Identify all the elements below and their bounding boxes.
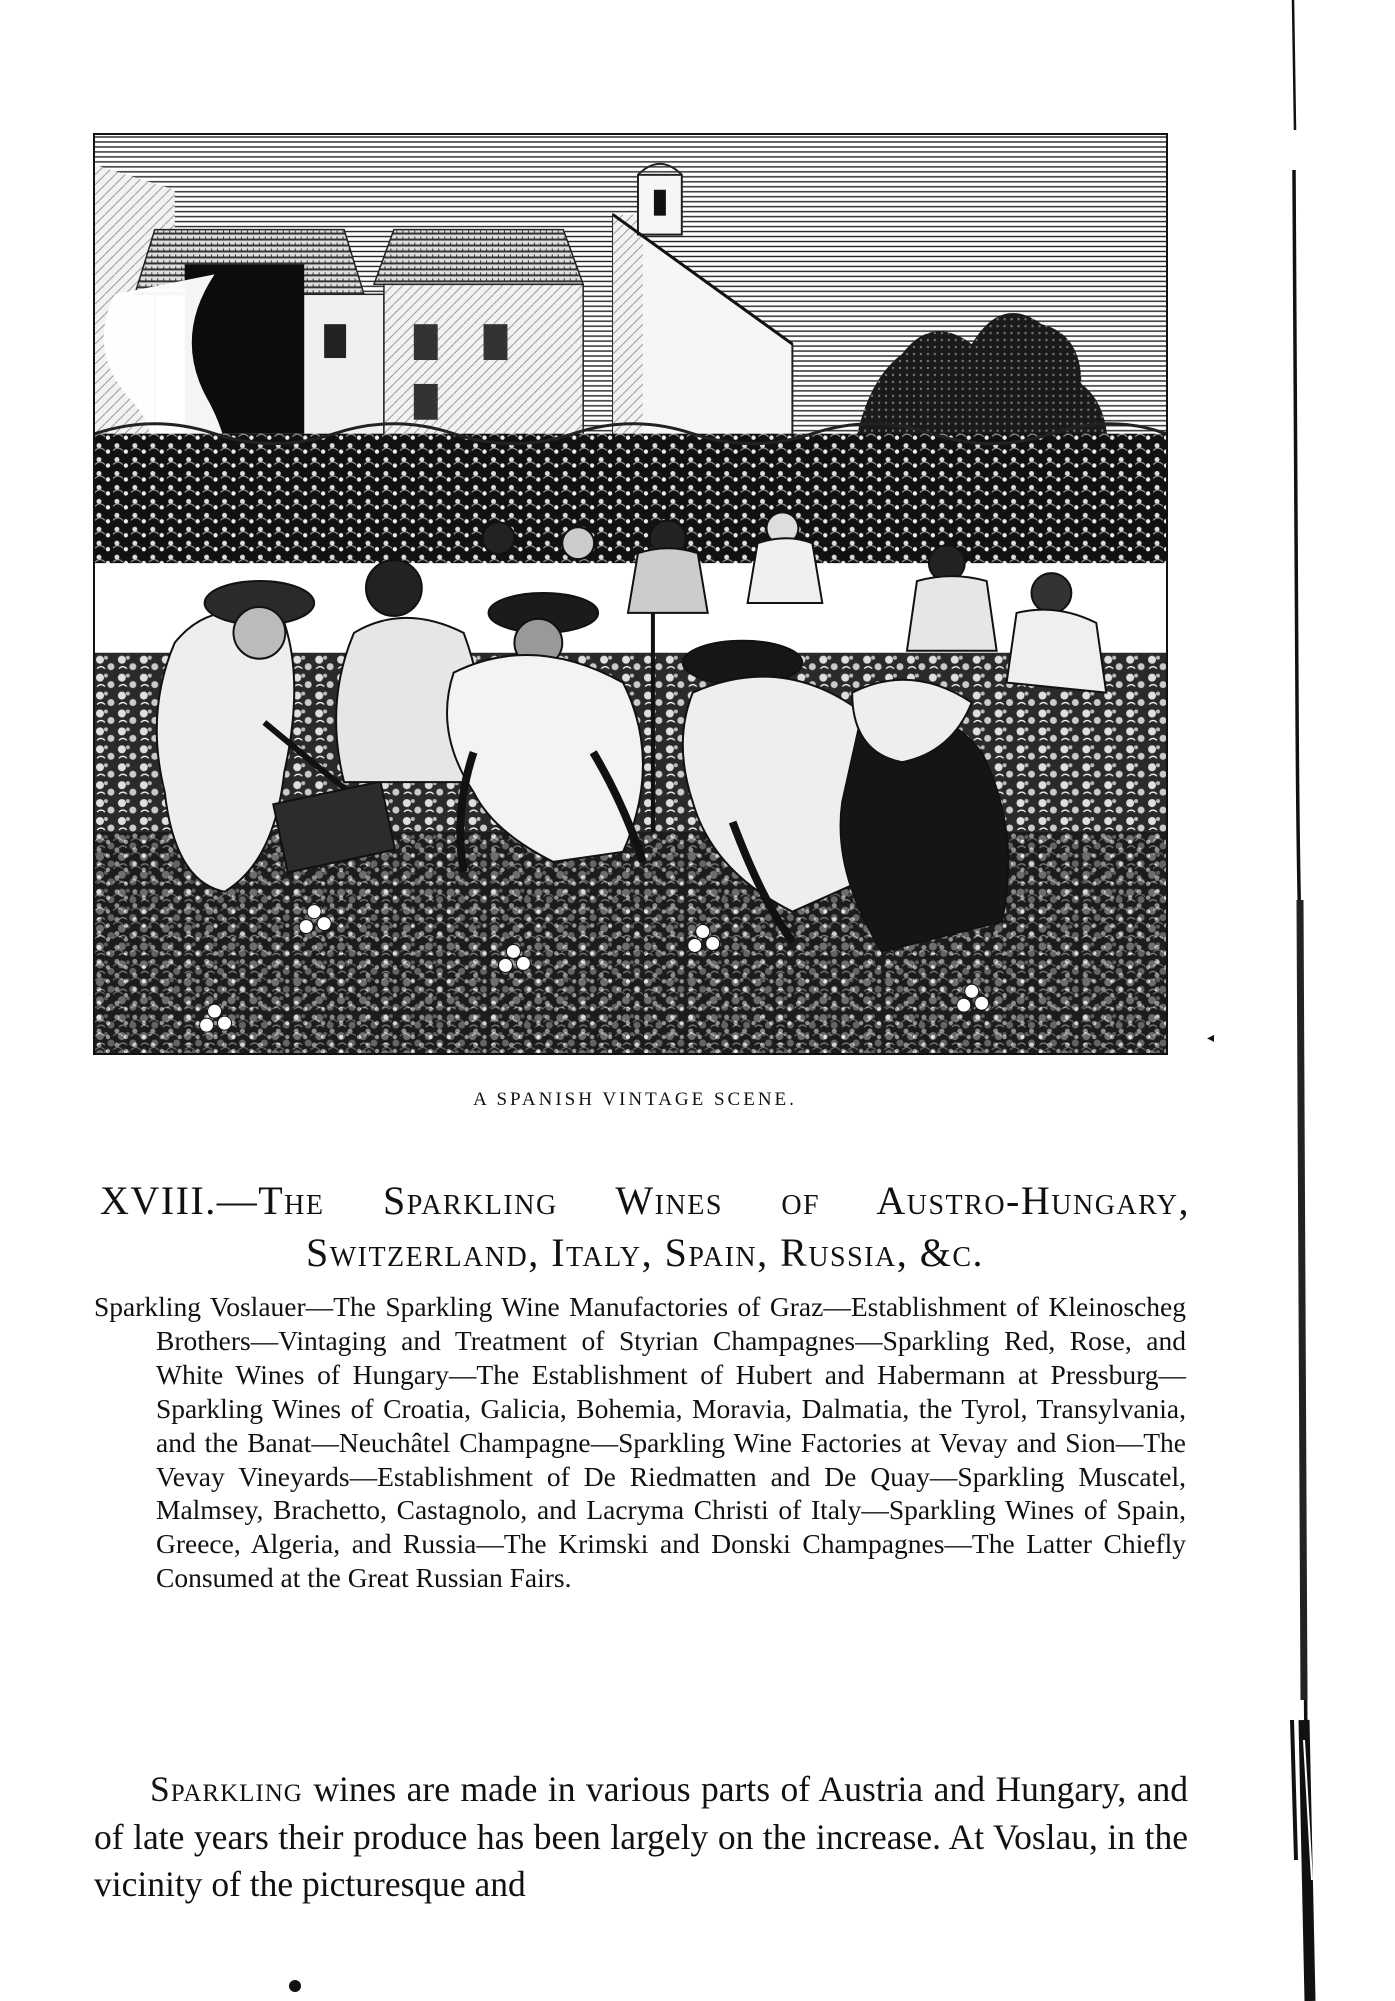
margin-speck: ◂ [1207, 1030, 1215, 1046]
vintage-scene-engraving [93, 133, 1168, 1055]
chapter-title-line-1: XVIII.—The Sparkling Wines of Austro-Hungary, [100, 1178, 1190, 1223]
paragraph-text: wines are made in various parts of Austria and Hungary, and of late years their produce has been largely on the increase. At Voslau, in the vicinity of the picturesque and [94, 1769, 1188, 1904]
footer-ink-dot [289, 1980, 301, 1992]
illustration-caption: A SPANISH VINTAGE SCENE. [473, 1089, 797, 1110]
lead-word: Sparkling [150, 1769, 303, 1809]
page-edge-scan-artifact [1290, 0, 1395, 2001]
chapter-summary: Sparkling Voslauer—The Sparkling Wine Manufactories of Graz—Establishment of Kleinoscheg Brothers—Vintaging and Treatment of Styrian Champagnes—Sparkling Red, Rose, and White Wines of Hungary—The Establishment of Hubert and Habermann at Pressburg—Sparkling Wines of Croatia, Galicia, Bohemia, Moravia, Dalmatia, the Tyrol, Transylvania, and the Banat—Neuchâtel Champagne—Sparkling Wine Factories at Vevay and Sion—The Vevay Vineyards—Establishment of De Riedmatten and De Quay—Sparkling Muscatel, Malmsey, Brachetto, Castagnolo, and Lacryma Christi of Italy—Sparkling Wines of Spain, Greece, Algeria, and Russia—The Krimski and Donski Champagnes—The Latter Chiefly Consumed at the Great Russian Fairs. [94, 1291, 1186, 1594]
chapter-title-line-2: Switzerland, Italy, Spain, Russia, &c. [305, 1230, 985, 1275]
chapter-title [100, 1175, 1190, 1279]
body-paragraph [94, 1766, 1188, 1909]
